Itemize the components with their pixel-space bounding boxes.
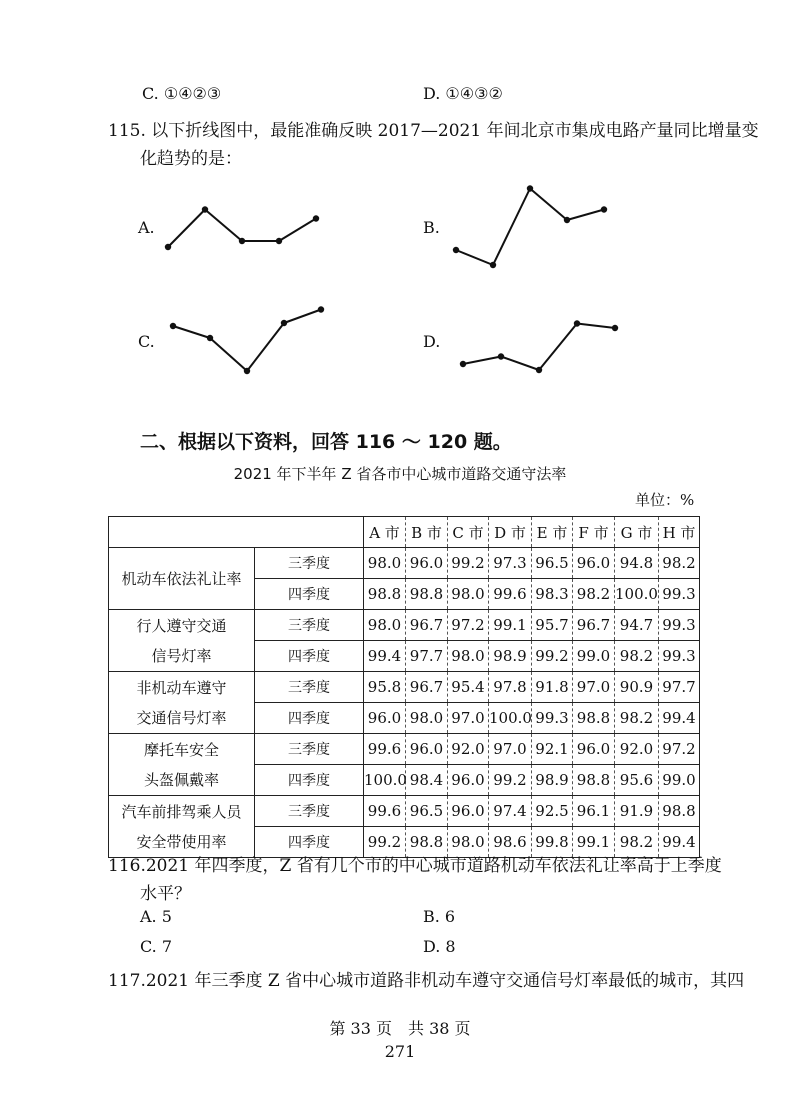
value-cell: 99.4 [659,703,700,734]
indicator-label: 行人遵守交通 [136,616,227,635]
q116-line1: 116.2021 年四季度，Z 省有几个市的中心城市道路机动车依法礼让率高于上季度 [108,856,722,876]
q116-option-b: B. 6 [423,907,456,926]
city-header: A 市 [364,517,406,548]
value-cell: 99.3 [659,579,700,610]
indicator-label: 信号灯率 [151,646,212,665]
value-cell: 97.0 [573,672,615,703]
chart-line-segment [173,326,210,338]
indicator-label: 摩托车安全 [143,740,219,759]
value-cell: 99.3 [659,641,700,672]
value-cell: 98.2 [573,579,615,610]
page-number: 271 [384,1042,416,1061]
value-cell: 98.0 [448,827,489,858]
indicator-cell [109,548,255,610]
value-cell: 92.0 [615,734,659,765]
value-cell: 92.0 [448,734,489,765]
city-header: B 市 [406,517,448,548]
chart-b-label: B. [423,218,440,237]
chart-line-segment [577,324,615,329]
table-row [109,548,700,579]
value-cell: 96.0 [406,734,448,765]
value-cell: 98.0 [448,579,489,610]
chart-point [612,325,618,331]
indicator-cell [109,796,255,858]
chart-point [281,320,287,326]
indicator-label: 交通信号灯率 [136,708,227,727]
page-indicator: 第 33 页 共 38 页 [329,1019,471,1038]
line-chart-d [455,312,625,382]
value-cell: 96.7 [406,672,448,703]
value-cell: 96.5 [532,548,573,579]
chart-a-label: A. [138,218,155,237]
value-cell: 98.8 [406,579,448,610]
chart-line-segment [168,210,205,248]
value-cell: 99.2 [532,641,573,672]
value-cell: 94.8 [615,548,659,579]
value-cell: 99.3 [532,703,573,734]
value-cell: 95.4 [448,672,489,703]
chart-line-segment [247,323,284,371]
quarter-label: 四季度 [255,703,364,734]
value-cell: 98.6 [489,827,532,858]
chart-d-label: D. [423,332,441,351]
chart-point [313,215,319,221]
value-cell: 92.1 [532,734,573,765]
indicator-cell [109,734,255,796]
city-header: H 市 [659,517,700,548]
value-cell: 90.9 [615,672,659,703]
indicator-label: 非机动车遵守 [136,678,227,697]
quarter-label: 三季度 [255,548,364,579]
value-cell: 97.2 [659,734,700,765]
quarter-label: 三季度 [255,796,364,827]
value-cell: 97.3 [489,548,532,579]
value-cell: 99.6 [364,734,406,765]
value-cell: 95.8 [364,672,406,703]
quarter-label: 四季度 [255,579,364,610]
chart-point [165,244,171,250]
value-cell: 98.8 [659,796,700,827]
table-unit: 单位：% [635,491,695,509]
chart-line-segment [279,219,316,242]
value-cell: 99.6 [489,579,532,610]
q115-line2: 化趋势的是： [140,149,242,169]
value-cell: 100.0 [615,579,659,610]
chart-line-segment [205,210,242,242]
value-cell: 99.3 [659,610,700,641]
q116-option-c: C. 7 [140,937,173,956]
chart-line-segment [463,357,501,365]
value-cell: 96.1 [573,796,615,827]
value-cell: 98.9 [532,765,573,796]
value-cell: 96.7 [573,610,615,641]
value-cell: 97.8 [489,672,532,703]
quarter-label: 三季度 [255,672,364,703]
value-cell: 98.0 [364,548,406,579]
indicator-label: 安全带使用率 [136,832,227,851]
chart-point [239,238,245,244]
indicator-label: 机动车依法礼让率 [121,569,242,588]
value-cell: 96.5 [406,796,448,827]
chart-point [318,306,324,312]
option-c-prev: C. ①④②③ [142,84,222,103]
value-cell: 96.0 [573,548,615,579]
table-row [109,796,700,827]
value-cell: 99.2 [448,548,489,579]
chart-line-segment [210,338,247,371]
value-cell: 96.0 [573,734,615,765]
value-cell: 100.0 [489,703,532,734]
table-row [109,672,700,703]
value-cell: 98.0 [448,641,489,672]
value-cell: 98.2 [659,548,700,579]
value-cell: 96.0 [448,796,489,827]
chart-point [244,368,250,374]
value-cell: 98.2 [615,827,659,858]
chart-line-segment [501,357,539,371]
value-cell: 98.9 [489,641,532,672]
value-cell: 99.6 [364,796,406,827]
city-header: C 市 [448,517,489,548]
q116-option-d: D. 8 [423,937,456,956]
quarter-label: 三季度 [255,734,364,765]
header-blank-cell [109,517,364,548]
value-cell: 95.7 [532,610,573,641]
table-row [109,734,700,765]
city-header: E 市 [532,517,573,548]
chart-c-label: C. [138,332,155,351]
value-cell: 91.8 [532,672,573,703]
value-cell: 99.0 [573,641,615,672]
chart-point [564,217,570,223]
value-cell: 98.8 [406,827,448,858]
value-cell: 99.0 [659,765,700,796]
value-cell: 99.4 [364,641,406,672]
value-cell: 97.2 [448,610,489,641]
value-cell: 100.0 [364,765,406,796]
option-d-prev: D. ①④③② [423,84,503,103]
indicator-cell [109,672,255,734]
chart-point [453,247,459,253]
table-title: 2021 年下半年 Z 省各市中心城市道路交通守法率 [233,465,567,483]
q117-line1: 117.2021 年三季度 Z 省中心城市道路非机动车遵守交通信号灯率最低的城市，其四 [108,971,745,991]
chart-point [170,323,176,329]
value-cell: 94.7 [615,610,659,641]
value-cell: 98.2 [615,703,659,734]
indicator-label: 头盔佩戴率 [143,770,219,789]
chart-point [490,262,496,268]
q116-option-a: A. 5 [140,907,172,926]
value-cell: 98.8 [573,703,615,734]
value-cell: 95.6 [615,765,659,796]
quarter-label: 三季度 [255,610,364,641]
value-cell: 97.0 [489,734,532,765]
line-chart-a [160,200,330,270]
value-cell: 96.0 [448,765,489,796]
chart-point [601,206,607,212]
value-cell: 92.5 [532,796,573,827]
quarter-label: 四季度 [255,765,364,796]
quarter-label: 四季度 [255,641,364,672]
chart-line-segment [567,210,604,221]
traffic-compliance-table [108,516,700,858]
value-cell: 99.1 [489,610,532,641]
chart-point [498,353,504,359]
value-cell: 97.7 [406,641,448,672]
q115-line1: 115. 以下折线图中，最能准确反映 2017—2021 年间北京市集成电路产量同比增量变 [108,121,759,141]
chart-point [202,206,208,212]
chart-point [276,238,282,244]
value-cell: 91.9 [615,796,659,827]
value-cell: 98.8 [573,765,615,796]
city-header: D 市 [489,517,532,548]
indicator-cell [109,610,255,672]
chart-point [460,361,466,367]
value-cell: 97.4 [489,796,532,827]
section-heading: 二、根据以下资料，回答 116 ～ 120 题。 [140,431,512,453]
value-cell: 97.7 [659,672,700,703]
value-cell: 98.3 [532,579,573,610]
value-cell: 98.4 [406,765,448,796]
city-header: F 市 [573,517,615,548]
value-cell: 99.4 [659,827,700,858]
chart-line-segment [284,310,321,324]
value-cell: 96.0 [364,703,406,734]
chart-line-segment [539,324,577,371]
table-header-row [109,517,700,548]
chart-point [527,185,533,191]
chart-line-segment [456,250,493,265]
quarter-label: 四季度 [255,827,364,858]
line-chart-b [448,176,618,276]
value-cell: 99.8 [532,827,573,858]
value-cell: 98.0 [364,610,406,641]
value-cell: 98.2 [615,641,659,672]
chart-line-segment [530,189,567,221]
chart-point [574,320,580,326]
value-cell: 96.7 [406,610,448,641]
city-header: G 市 [615,517,659,548]
chart-point [207,335,213,341]
value-cell: 97.0 [448,703,489,734]
value-cell: 98.8 [364,579,406,610]
value-cell: 96.0 [406,548,448,579]
q116-line2: 水平？ [140,884,191,904]
line-chart-c [165,300,335,380]
chart-line-segment [493,189,530,266]
indicator-label: 汽车前排驾乘人员 [121,802,242,821]
value-cell: 99.2 [489,765,532,796]
value-cell: 98.0 [406,703,448,734]
value-cell: 99.1 [573,827,615,858]
chart-point [536,367,542,373]
table-row [109,610,700,641]
value-cell: 99.2 [364,827,406,858]
